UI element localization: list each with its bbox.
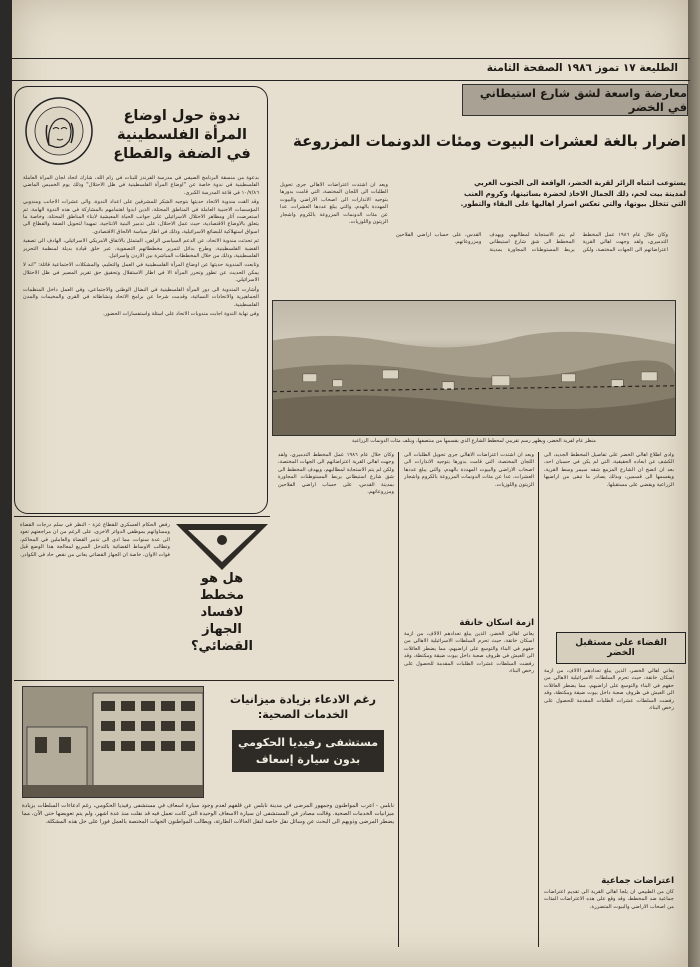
women-seminar-body [23, 175, 259, 505]
masthead: الطليعة ١٧ تموز ١٩٨٦ الصفحة الثامنة [486, 62, 678, 74]
photo-caption: منظر عام لقرية الخضر، ويظهر رسم تقريبي لمخطط الشارع الذي يقسمها من منتصفها، ويتلف مئات الدونمات الزراعية [352, 438, 596, 444]
hospital-body [22, 802, 394, 942]
article-paragraph: وكان خلال عام ١٩٨٦ عمل المخطط التدميري، ولقد وجهت اهالي القرية اعتراضاتهم الى الجهات المختصة، ولكن لم يتم الاستجابة لمطالبهم، ويهدف المخطط الى شق شارع استيطاني يربط المستوطنات المجاورة بمدينة القدس، على حساب اراضي الفلاحين ومزروعاتهم. [396, 232, 668, 253]
hospital-photo [22, 686, 204, 798]
section-text: يعاني اهالي الخضر، الذين يبلغ تعدادهم الالاف، من ازمة اسكان خانقة، حيث تحرم السلطات الاسرائيلية الاهالي من حقهم في البناء والتوسع على اراضيهم، مما يضطر العائلات الى العيش في ظروف صعبة داخل بيوت ضيقة ومكتظة، وقد رفضت السلطات عشرات الطلبات المقدمة للحصول على رخص البناء. [404, 631, 534, 675]
section-rule [14, 680, 394, 681]
women-committees-emblem-icon [23, 95, 95, 167]
column-rule [398, 452, 399, 947]
section-title: ازمة اسكان خانقة [459, 618, 534, 628]
judiciary-headline: هل هو مخطط لافساد الجهاز القضائي؟ [191, 571, 253, 654]
framed-column [544, 452, 674, 628]
women-paragraph: وقد القت مندوبة الاتحاد حديثها بتوجيه الشكر للمشرفين على اعداد الندوة، والى عشرات الاجانب ومندوبي المؤسسات الاجنبية العاملة في المناطق المحتلة، الذين ابدوا اهتمامهم بالمشاركة في هذه الندوة الهامة. ثم استعرضت آثار ومظاهر الاحتلال الاسرائيلي على جوانب الحياة المعيشية لابناء المناطق المحتلة، وخاصة ما يتعلق بالاوضاع الاقتصادية، حيث عمل الاحتلال، على تدمير البنية الانتاجية، تمهيدا لتحويل الضفة والقطاع الى اسواق استهلاكية للبضائع الاسرائيلية، وذلك في اطار سياسة الالحاق الاقتصادي. [23, 199, 259, 235]
section-block [544, 872, 674, 952]
section-block [404, 614, 534, 944]
women-paragraph: وتابعت المندوبة حديثها عن اوضاع المرأة الفلسطينية في العمل والتعليم، والمشكلات الاجتماعية قائلة: "انه لا يمكن الحديث عن تطور وتحرر المرأة الا في اطار الاستقلال وتحقيق حق تقرير المصير في ظل الاحتلال الاسرائيلي. [23, 262, 259, 284]
hospital-text: نابلس - اعرب المواطنون وجمهور المرضى في مدينة نابلس عن قلقهم لعدم وجود سيارة اسعاف في مستشفى رفيديا الحكومي، رغم ادعاءات السلطات بزيادة ميزانيات الخدمات الصحية. وقالت مصادر في المستشفى ان سيارة الاسعاف الوحيدة التي كانت تعمل فيه قد نقلت منذ عدة اشهر، ولم يتم تعويضها حتى الآن، مما يضطر المرضى وذويهم الى البحث عن وسائل نقل خاصة لنقل الحالات الطارئة، ويطالب المواطنون الجهات المختصة بالعمل فورا على حل هذه المشكلة. [22, 803, 394, 826]
article-column [280, 182, 388, 296]
article-column-text: وبعد ان اشتدت اعتراضات الاهالي جرى تحويل الطلبات الى اللجان المختصة، التي قامت بدورها بتوجيه الانذارات الى اصحاب الاراضي والبيوت المهددة بالهدم، والتي يبلغ عددها العشرات، عدا عن مئات الدونمات المزروعة بالكروم واشجار الزيتون واللوزيات. [404, 452, 534, 488]
hospital-headline: مستشفى رفيديا الحكومي بدون سيارة إسعاف [232, 730, 384, 772]
framed-subhead: القضاء على مستقبل الخضر [556, 632, 686, 664]
article-column-text: وكان خلال عام ١٩٨٦ عمل المخطط التدميري، ولقد وجهت اهالي القرية اعتراضاتهم الى الجهات المختصة، ولكن لم يتم الاستجابة لمطالبهم، ويهدف المخطط الى شق شارع استيطاني يربط المستوطنات المجاورة بمدينة القدس، على حساب اراضي الفلاحين ومزروعاتهم. [278, 452, 394, 496]
section-rule [14, 516, 270, 517]
article-headline: اضرار بالغة لعشرات البيوت ومئات الدونمات المزروعة [292, 132, 686, 150]
header-rule-bottom [12, 80, 690, 81]
section-title: اعتراضات جماعية [601, 876, 674, 886]
judiciary-body [20, 522, 170, 678]
village-photo [272, 300, 676, 436]
article-paragraph: وبعد ان اشتدت اعتراضات الاهالي جرى تحويل الطلبات الى اللجان المختصة، التي قامت بدورها بتوجيه الانذارات الى اصحاب الاراضي والبيوت المهددة بالهدم، والتي يبلغ عددها العشرات، عدا عن مئات الدونمات المزروعة بالكروم واشجار الزيتون واللوزيات. [280, 182, 388, 226]
framed-column-text: وادى اطلاع اهالي الخضر على تفاصيل المخطط الجديد، الى الكشف عن ابعاده الحقيقية، التي لم يكن في حسبان احد، بعد ان اتضح ان الشارع المزمع شقه سيمر وسط القرية، ويقسمها الى قسمين، وبذلك يصادر ما تبقى من اراضيها الزراعية ويقضي على مستقبلها. [544, 452, 674, 488]
women-paragraph: وفي نهاية الندوة اجابت مندوبات الاتحاد على اسئلة واستفسارات الحضور. [103, 310, 259, 317]
women-paragraph: ثم تحدثت مندوبة الاتحاد، عن الدعم السياسي الراهن، المتمثل بالاتفاق الامريكي الاسرائيلي، الهادف الى تصفية القضية الفلسطينية، وطرح بدائل لتمرير مخططاتهم التصفوية، عبر خلق قيادة بديلة لمنظمة التحرير الفلسطينية، وذلك من خلال المخططات المباشرة بين الاردن واسرائيل. [23, 238, 259, 260]
hospital-subhead: رغم الادعاء بزيادة ميزانيات الخدمات الصحية: [230, 693, 376, 721]
article-kicker: معارضة واسعة لشق شارع استيطاني في الخضر [462, 84, 688, 116]
article-intro: يستوعب انتباه الزائر لقرية الخضر، الواقعة الى الجنوب الغربي لمدينة بيت لحم، ذلك الجمال الاخاذ لخضرة بساتينها، وكروم العنب التي تتخلل بيوتها، والتي تعكس اصرار اهاليها على البقاء والتطور. [460, 179, 686, 208]
section-column [544, 668, 674, 868]
column-rule [538, 452, 539, 947]
article-column [396, 232, 668, 296]
article-column [278, 452, 394, 712]
women-paragraph: بدعوة من منسقة البرنامج الصيفي في مدرسة الفرندز للبنات في رام الله، شارك اتحاد لجان المرأة العاملة الفلسطينية في ندوة خاصة عن "اوضاع المرأة الفلسطينية في ظل الاحتلال" وذلك يوم الخميس الماضي ١٠/٧/٨٦ في قاعة المدرسة الكبرى. [23, 175, 259, 196]
judiciary-text: رفض الحكام العسكري للقطاع غزة - النظر في سلم درجات القضاة ومساواتهم بموظفي الدوائر الاخرى، على الرغم من ان مراجعتهم تعود الى عدة سنوات، مما ادى الى تذمر القضاة والعاملين في المحاكم، وتطالب الاوساط القضائية بالتدخل السريع لمعالجة هذا الوضع قبل فوات الاوان، خاصة ان الجهاز القضائي يعاني من نقص حاد في الكوادر. [20, 522, 170, 558]
header-rule [12, 58, 690, 59]
women-seminar-title: ندوة حول اوضاع المرأة الفلسطينية في الضفة والقطاع [113, 108, 251, 162]
section-text: يعاني اهالي الخضر، الذين يبلغ تعدادهم الالاف، من ازمة اسكان خانقة، حيث تحرم السلطات الاسرائيلية الاهالي من حقهم في البناء والتوسع على اراضيهم، مما يضطر العائلات الى العيش في ظروف صعبة داخل بيوت ضيقة ومكتظة، وقد رفضت السلطات عشرات الطلبات المقدمة للحصول على رخص البناء. [544, 668, 674, 712]
judiciary-triangle-icon [174, 522, 270, 572]
women-paragraph: وأشارت المندوبة الى دور المرأة الفلسطينية في النضال الوطني والاجتماعي، وفي العمل داخل المنظمات الجماهيرية والاتحادات النسائية، وقدمت شرحا عن برامج الاتحاد ونشاطاته في القرى والمخيمات والمدن الفلسطينية. [23, 286, 259, 308]
women-seminar-box [14, 86, 268, 514]
section-text: كان من الطبيعي ان يلجأ اهالي القرية الى تقديم اعتراضات جماعية ضد المخطط، وقد وقع على هذه الاعتراضات المئات من اصحاب الاراضي والبيوت المتضررة. [544, 889, 674, 910]
article-column [404, 452, 534, 612]
page-edge [688, 0, 700, 967]
